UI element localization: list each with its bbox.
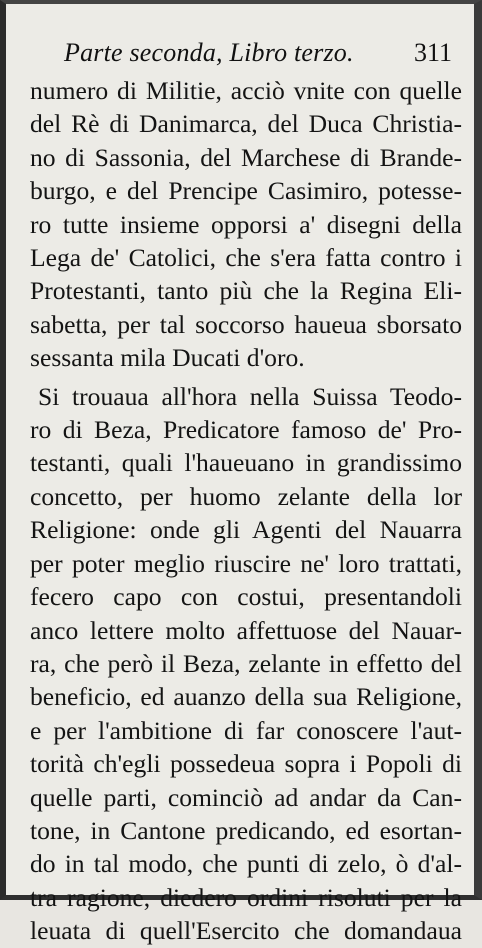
paragraph-2	[30, 380, 462, 948]
text-line: ra, che però il Beza, zelante in effetto del	[30, 648, 462, 678]
text-line: concetto, per huomo zelante della lor	[30, 481, 462, 511]
page-number: 311	[413, 38, 452, 67]
text-line: numero di Militie, acciò vnite con quelle	[30, 76, 462, 105]
text-line: e per l'ambitione di far conoscere l'aut-	[30, 715, 462, 745]
text-line: do in tal modo, che punti di zelo, ò d'al-	[30, 849, 462, 879]
text-line: Lega de' Catolici, che s'era fatta contro i	[30, 243, 462, 273]
text-line-last: sessanta mila Ducati d'oro.	[30, 343, 305, 373]
text-line: burgo, e del Prencipe Casimiro, potesse-	[30, 176, 462, 206]
body-text	[30, 74, 462, 948]
text-line: per poter meglio riuscire ne' loro trattati,	[30, 548, 462, 578]
text-line: del Rè di Danimarca, del Duca Christia-	[30, 109, 462, 139]
text-line: beneficio, ed auanzo della sua Religione,	[30, 682, 462, 712]
text-line: no di Sassonia, del Marchese di Brande-	[30, 142, 462, 172]
text-line: leuata di quell'Esercito che domandaua	[30, 916, 462, 946]
running-head: Parte seconda, Libro terzo.	[64, 38, 354, 67]
paragraph-1	[30, 74, 462, 375]
page-header	[64, 38, 456, 68]
text-line-first: Si trouaua all'hora nella Suissa Teodo-	[38, 381, 462, 411]
text-line: tra ragione, diedero ordini risoluti per la	[30, 882, 462, 912]
text-line: fecero capo con costui, presentandoli	[30, 582, 462, 612]
text-line: quelle parti, cominciò ad andar da Can-	[30, 782, 462, 812]
text-line: testanti, quali l'haueuano in grandissimo	[30, 448, 462, 478]
text-line: tone, in Cantone predicando, ed esortan-	[30, 815, 462, 845]
text-line: ro di Beza, Predicatore famoso de' Pro-	[30, 415, 462, 445]
text-line: torità ch'egli possedeua sopra i Popoli di	[30, 749, 462, 779]
text-line: sabetta, per tal soccorso haueua sborsato	[30, 309, 462, 339]
text-line: Protestanti, tanto più che la Regina Eli-	[30, 276, 462, 306]
text-line: Religione: onde gli Agenti del Nauarra	[30, 515, 462, 545]
text-line: anco lettere molto affettuose del Nauar-	[30, 615, 462, 645]
text-line: ro tutte insieme opporsi a' disegni della	[30, 209, 462, 239]
